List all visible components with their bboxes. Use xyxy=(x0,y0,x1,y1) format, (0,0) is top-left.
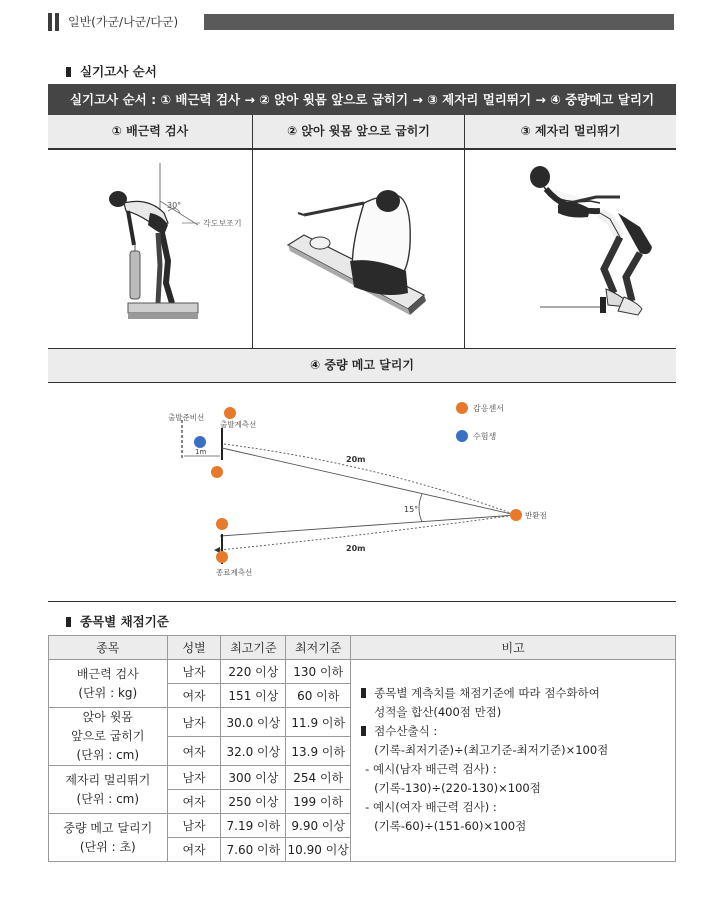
remarks-cell: 종목별 계측치를 채점기준에 따라 점수화하여 성적을 합산(400점 만점) 점수산출식 : (기록-최저기준)÷(최고기준-최저기준)×100점 - 예시(남자 배근력 검사) : (기록-130)÷(220-130)×100점 - 예시(여자 배근력 검사) : (기록-60)÷(151-60)×100점 xyxy=(351,660,676,862)
event-header-2: ② 앉아 윗몸 앞으로 굽히기 xyxy=(252,115,464,148)
event-header-1: ① 배근력 검사 xyxy=(48,115,252,148)
return-straight xyxy=(220,515,516,536)
outbound-straight xyxy=(222,448,516,515)
max-standard-cell: 32.0 이상 xyxy=(221,737,286,766)
header-marker xyxy=(48,13,52,31)
gender-cell: 여자 xyxy=(167,737,221,766)
gap-label: 1m xyxy=(195,448,207,456)
section-title-order: 실기고사 순서 xyxy=(66,62,157,80)
event-name-cell: 제자리 멀리뛰기 (단위 : cm) xyxy=(49,766,168,814)
sensor-icon xyxy=(216,551,228,563)
event-illustration-table xyxy=(48,115,676,383)
header-marker xyxy=(55,13,59,31)
standing-long-jump-illustration xyxy=(500,157,670,345)
event-name-cell: 중량 메고 달리기 (단위 : 초) xyxy=(49,814,168,862)
angle-label: 15° xyxy=(404,505,419,514)
event-name-cell: 배근력 검사 (단위 : kg) xyxy=(49,660,168,708)
divider xyxy=(48,148,676,150)
bullet-square-icon xyxy=(361,688,366,698)
gender-cell: 남자 xyxy=(167,766,221,790)
gender-cell: 남자 xyxy=(167,660,221,684)
finish-line-label: 종료계측선 xyxy=(216,568,253,577)
event-header-4: ④ 중량 메고 달리기 xyxy=(48,348,676,383)
sensor-icon xyxy=(216,518,228,530)
max-standard-cell: 7.19 이하 xyxy=(221,814,286,838)
header-bar xyxy=(204,14,674,30)
gender-cell: 여자 xyxy=(167,790,221,814)
min-standard-cell: 10.90 이상 xyxy=(286,838,351,862)
max-standard-cell: 220 이상 xyxy=(221,660,286,684)
table-row xyxy=(49,660,676,684)
outbound-route xyxy=(224,444,516,515)
order-summary-bar: 실기고사 순서 : ① 배근력 검사 → ② 앉아 윗몸 앞으로 굽히기 → ③ 제자리 멀리뛰기 → ④ 중량메고 달리기 xyxy=(48,84,676,115)
sensor-icon xyxy=(211,466,223,478)
angle-arc xyxy=(419,494,422,522)
bullet-square-icon xyxy=(66,67,71,77)
gender-cell: 여자 xyxy=(167,838,221,862)
sensor-icon xyxy=(224,407,236,419)
running-course-diagram xyxy=(48,384,676,602)
gender-cell: 남자 xyxy=(167,708,221,737)
min-standard-cell: 130 이하 xyxy=(286,660,351,684)
max-standard-cell: 30.0 이상 xyxy=(221,708,286,737)
bullet-square-icon xyxy=(361,726,366,736)
section-title-scoring: 종목별 채점기준 xyxy=(66,612,169,630)
divider xyxy=(252,148,253,348)
category-header xyxy=(48,12,674,32)
column-header: 최고기준 xyxy=(221,636,286,660)
column-header: 종목 xyxy=(49,636,168,660)
table-header-row xyxy=(49,636,676,660)
legend-sensor-label: 감응센서 xyxy=(473,404,504,413)
device-label: 각도보조기 xyxy=(203,219,242,228)
column-header: 비고 xyxy=(351,636,676,660)
event-header-3: ③ 제자리 멀리뛰기 xyxy=(464,115,676,148)
min-standard-cell: 11.9 이하 xyxy=(286,708,351,737)
divider xyxy=(48,601,676,602)
start-prep-line-label: 출발준비선 xyxy=(168,413,205,422)
examinee-icon xyxy=(194,436,206,448)
min-standard-cell: 9.90 이상 xyxy=(286,814,351,838)
event-name-cell: 앉아 윗몸 앞으로 굽히기 (단위 : cm) xyxy=(49,708,168,766)
legend-examinee-label: 수험생 xyxy=(473,432,497,441)
max-standard-cell: 250 이상 xyxy=(221,790,286,814)
distance-top-label: 20m xyxy=(346,455,366,464)
max-standard-cell: 151 이상 xyxy=(221,684,286,708)
sensor-legend-icon xyxy=(456,402,468,414)
turn-point-sensor-icon xyxy=(510,509,522,521)
max-standard-cell: 7.60 이하 xyxy=(221,838,286,862)
bullet-square-icon xyxy=(66,617,71,627)
turn-point-label: 반환점 xyxy=(525,511,547,520)
gender-cell: 남자 xyxy=(167,814,221,838)
min-standard-cell: 254 이하 xyxy=(286,766,351,790)
min-standard-cell: 13.9 이하 xyxy=(286,737,351,766)
min-standard-cell: 199 이하 xyxy=(286,790,351,814)
sit-and-reach-illustration xyxy=(284,175,444,345)
examinee-legend-icon xyxy=(456,430,468,442)
start-measure-line-label: 출발계측선 xyxy=(220,420,257,429)
divider xyxy=(464,148,465,348)
gender-cell: 여자 xyxy=(167,684,221,708)
max-standard-cell: 300 이상 xyxy=(221,766,286,790)
category-label: 일반(가군/나군/다군) xyxy=(68,15,179,29)
column-header: 최저기준 xyxy=(286,636,351,660)
column-header: 성별 xyxy=(167,636,221,660)
scoring-criteria-table xyxy=(48,635,676,862)
angle-label: 30° xyxy=(167,201,182,210)
distance-bottom-label: 20m xyxy=(346,544,366,553)
back-strength-illustration xyxy=(88,153,248,343)
min-standard-cell: 60 이하 xyxy=(286,684,351,708)
